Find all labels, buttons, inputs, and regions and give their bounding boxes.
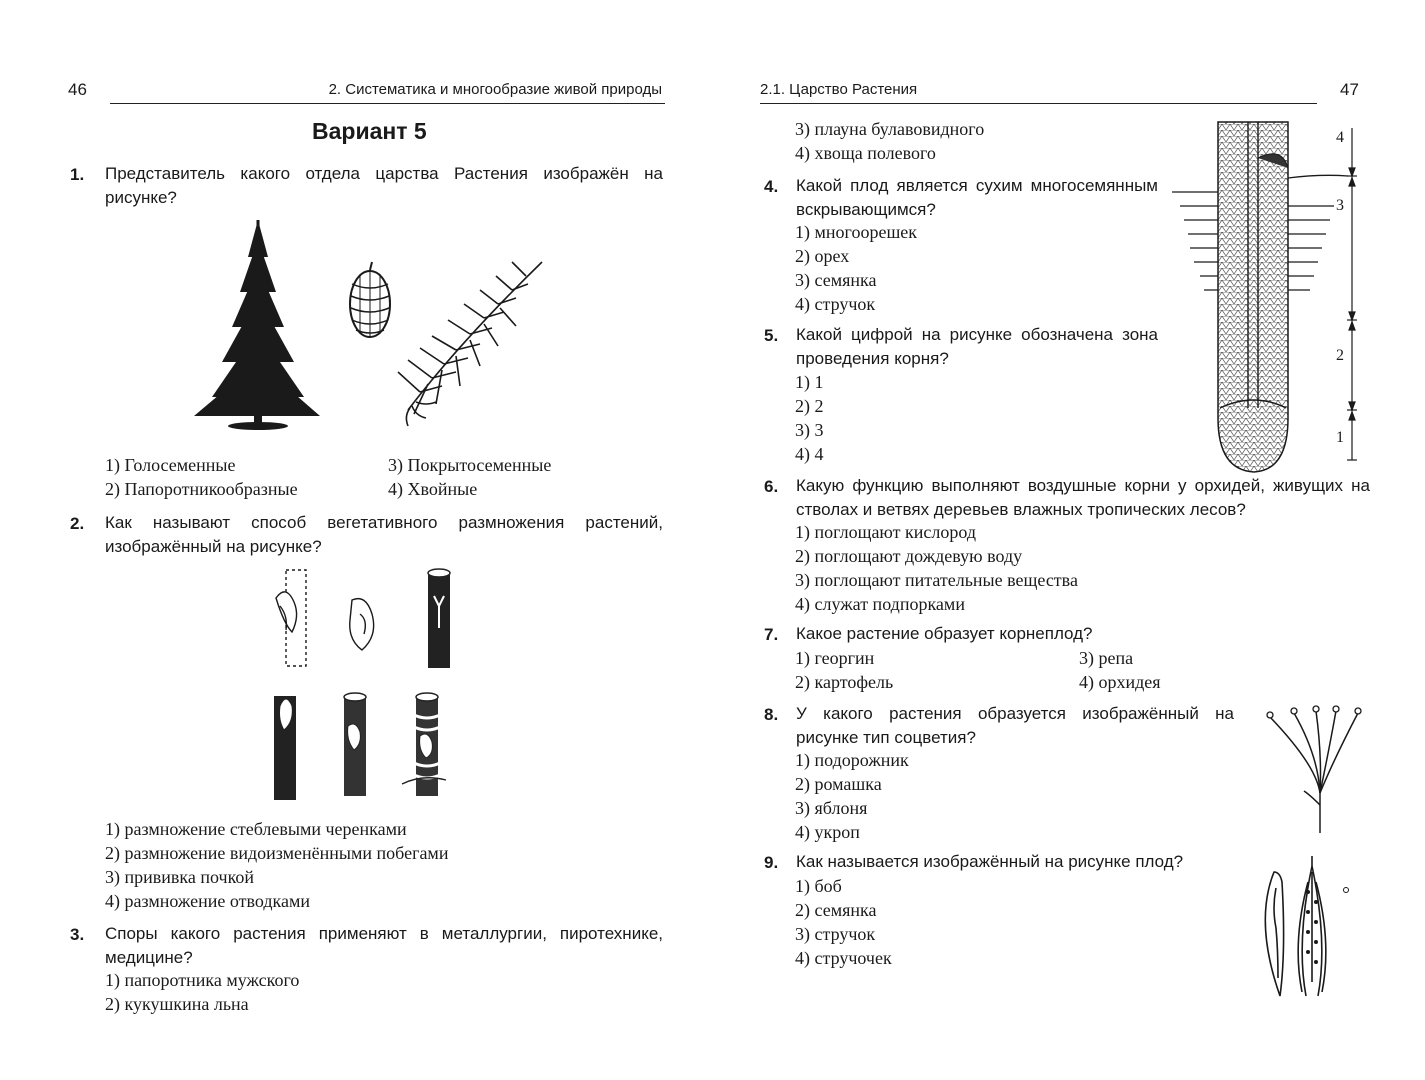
header-rule [760,103,1317,104]
header-rule [110,103,665,104]
question-number-5: 5. [764,326,779,345]
q4-option-4: 4) стручок [795,294,876,314]
q1-option-1: 1) Голосеменные [105,455,236,475]
silique-fruit-icon [1252,852,1362,1000]
zone-label-2: 2 [1336,347,1344,364]
spruce-tree-icon [194,220,320,430]
q4-option-2: 2) орех [795,246,850,266]
root-zones-diagram [1170,118,1370,480]
q1-option-4: 4) Хвойные [388,479,478,499]
q2-option-4: 4) размножение отводками [105,891,310,911]
q4-option-1: 1) многоорешек [795,222,918,242]
bud-insert-icon [274,696,296,800]
question-number-7: 7. [764,625,779,644]
page-number: 46 [68,80,87,99]
question-text-9: Как называется изображённый на рисунке плод? [796,852,1184,871]
q7-option-2: 2) картофель [795,672,894,692]
q9-option-2: 2) семянка [795,900,877,920]
question-text-5: Какой цифрой на рисунке обозначена зона проведения корня? [796,325,1158,368]
q6-option-2: 2) поглощают дождевую воду [795,546,1023,566]
q8-option-1: 1) подорожник [795,750,909,770]
question-number-4: 4. [764,177,779,196]
question-text-8: У какого растения образуется изображённый на рисунке тип соцветия? [796,704,1234,747]
q8-option-4: 4) укроп [795,822,860,842]
q2-option-2: 2) размножение видоизменёнными побегами [105,843,449,863]
q3-option-2: 2) кукушкина льна [105,994,249,1014]
question-number-9: 9. [764,853,779,872]
spruce-illustration [180,212,560,444]
question-text-1: Представитель какого отдела царства Растения изображён на рисунке? [105,164,663,207]
left-page [0,0,712,1080]
rootstock-cut-icon [428,569,450,668]
zone-label-4: 4 [1336,129,1344,146]
q1-option-2: 2) Папоротникообразные [105,479,298,499]
q4-option-3: 3) семянка [795,270,877,290]
corymb-inflorescence-icon [1256,705,1366,837]
page-number: 47 [1340,80,1359,99]
running-head: 2. Систематика и многообразие живой природы [328,81,662,98]
budding-illustration [262,566,472,802]
q5-option-1: 1) 1 [795,372,824,392]
question-number-6: 6. [764,477,779,496]
zone-label-3: 3 [1336,197,1344,214]
q9-option-3: 3) стручок [795,924,876,944]
q3-option-1: 1) папоротника мужского [105,970,300,990]
question-number-2: 2. [70,514,85,533]
spruce-cone-icon [350,262,390,338]
right-page [712,0,1425,1080]
question-text-3: Споры какого растения применяют в металлургии, пиротехнике, медицине? [105,924,663,967]
q9-option-4: 4) стручочек [795,948,892,968]
cut-bud-icon [276,570,306,666]
q7-option-4: 4) орхидея [1079,672,1161,692]
q9-option-1: 1) боб [795,876,842,896]
question-text-7: Какое растение образует корнеплод? [796,624,1093,643]
question-text-6: Какую функцию выполняют воздушные корни у орхидей, живущих на стволах и ветвях деревьев влажных тропических лесов? [796,476,1370,519]
question-number-1: 1. [70,165,85,184]
q5-option-4: 4) 4 [795,444,824,464]
question-text-4: Какой плод является сухим многосемянным вскрывающимся? [796,176,1158,219]
q6-option-4: 4) служат подпорками [795,594,965,614]
q6-option-3: 3) поглощают питательные вещества [795,570,1078,590]
question-text-2: Как называют способ вегетативного размножения растений, изображённый на рисунке? [105,513,663,556]
running-head: 2.1. Царство Растения [760,81,918,98]
spruce-branch-icon [398,262,542,426]
q2-option-3: 3) прививка почкой [105,867,255,887]
question-number-3: 3. [70,925,85,944]
q5-option-2: 2) 2 [795,396,824,416]
zone-scale-bar [1347,128,1357,460]
q1-option-3: 3) Покрытосеменные [388,455,552,475]
q3-option-4: 4) хвоща полевого [795,143,936,163]
q3-option-3: 3) плауна булавовидного [795,119,985,139]
bud-placed-icon [344,693,366,796]
q7-option-1: 1) георгин [795,648,875,668]
q5-option-3: 3) 3 [795,420,824,440]
q8-option-3: 3) яблоня [795,798,868,818]
bud-tied-icon [402,693,446,796]
variant-title: Вариант 5 [312,118,427,144]
q8-option-2: 2) ромашка [795,774,882,794]
zone-label-1: 1 [1336,429,1344,446]
bud-shield-icon [350,599,374,650]
q7-option-3: 3) репа [1079,648,1134,668]
q2-option-1: 1) размножение стеблевыми черенками [105,819,407,839]
question-number-8: 8. [764,705,779,724]
q6-option-1: 1) поглощают кислород [795,522,976,542]
root-tip-icon [1172,122,1348,472]
